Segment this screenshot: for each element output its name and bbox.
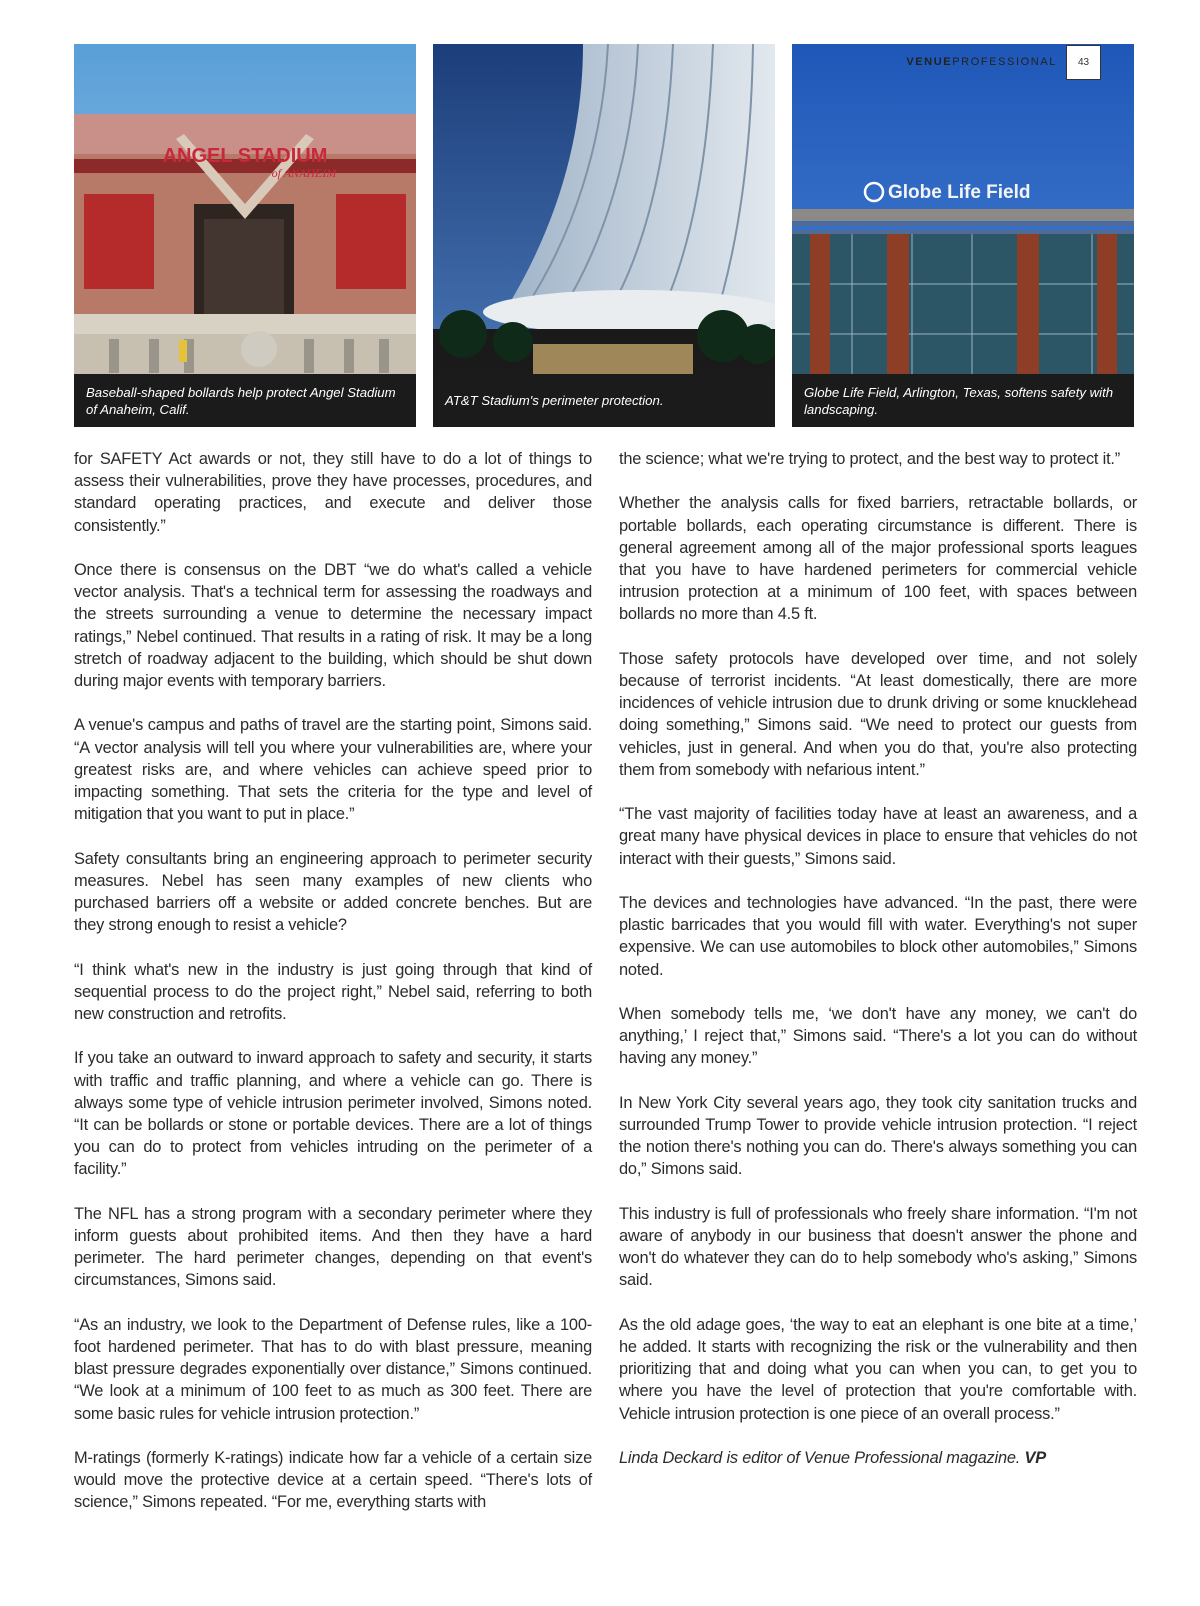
photo-att-stadium xyxy=(433,44,775,427)
paragraph: In New York City several years ago, they took city sanitation trucks and surrounded Trump Tower to provide vehicle intrusion protection. “I reject the notion there's nothing you can do. There's always something you can do,” Simons said. xyxy=(619,1093,1137,1179)
paragraph: The devices and technologies have advanced. “In the past, there were plastic barricades that you would fill with water. Everything's not super expensive. We can use automobiles to block other automobiles,” Simons noted. xyxy=(619,894,1137,979)
globe-life-sign: Globe Life Field xyxy=(888,182,1031,203)
paragraph: the science; what we're trying to protect, and the best way to protect it.” xyxy=(619,450,1121,468)
article-column-right xyxy=(619,448,1137,1491)
paragraph: for SAFETY Act awards or not, they still have to do a lot of things to assess their vulnerabilities, prove they have processes, procedures, and standard operating practices, and execute and deliver those consistently.” xyxy=(74,450,592,535)
page-number: 43 xyxy=(1066,45,1101,80)
paragraph: Those safety protocols have developed over time, and not solely because of terrorist incidents. “At least domestically, there are more incidences of vehicle intrusion due to drunk driving or some knucklehead doing something,” Simons said. “We need to protect our guests from vehicles, just in general. And when you do that, you're also protecting them from somebody with nefarious intent.” xyxy=(619,649,1137,779)
paragraph: “As an industry, we look to the Department of Defense rules, like a 100-foot hardened perimeter. That has to do with blast pressure, meaning blast pressure degrades exponentially over distance,” Simons continued. “We look at a minimum of 100 feet to as much as 300 feet. There are some basic rules for vehicle intrusion protection.” xyxy=(74,1315,592,1423)
publication-name: VENUEPROFESSIONAL xyxy=(906,56,1057,68)
paragraph: “I think what's new in the industry is just going through that kind of sequential process to do the project right,” Nebel said, referring to both new construction and retrofits. xyxy=(74,960,592,1024)
photo-caption: AT&T Stadium's perimeter protection. xyxy=(433,374,775,427)
paragraph: M-ratings (formerly K-ratings) indicate how far a vehicle of a certain size would move the protective device at a certain speed. “There's lots of science,” Simons repeated. “For me, everything starts with xyxy=(74,1449,592,1512)
paragraph: Once there is consensus on the DBT “we do what's called a vehicle vector analysis. That's a technical term for assessing the roadways and the streets surrounding a venue to determine the necessary impact ratings,” Nebel continued. That results in a rating of risk. It may be a long stretch of roadway adjacent to the building, which should be shut down during major events with temporary barriers. xyxy=(74,561,592,691)
paragraph: This industry is full of professionals who freely share information. “I'm not aware of anybody in our business that doesn't answer the phone and won't do whatever they can do to help somebody who's asking,” Simons said. xyxy=(619,1204,1137,1290)
photo-caption: Baseball-shaped bollards help protect Angel Stadium of Anaheim, Calif. xyxy=(74,374,416,427)
paragraph: The NFL has a strong program with a secondary perimeter where they inform guests about prohibited items. And then they have a hard perimeter. The hard perimeter changes, depending on that event's circumstances, Simons said. xyxy=(74,1204,592,1290)
paragraph: A venue's campus and paths of travel are the starting point, Simons said. “A vector analysis will tell you where your vulnerabilities are, where your greatest risks are, and where vehicles can achieve speed prior to impacting something. That sets the criteria for the type and level of mitigation that you want to put in place.” xyxy=(74,716,592,824)
article-column-left xyxy=(74,448,592,1536)
paragraph: “The vast majority of facilities today have at least an awareness, and a great many have physical devices in place to ensure that vehicles do not interact with their guests,” Simons said. xyxy=(619,805,1137,868)
stadium-sign-sub: of ANAHEIM xyxy=(271,166,337,180)
angel-stadium-image xyxy=(74,44,416,427)
paragraph: If you take an outward to inward approach to safety and security, it starts with traffic and traffic planning, and where a vehicle can go. There is always some type of vehicle intrusion perimeter involved, Simons noted. “It can be bollards or stone or portable devices. There are a lot of things you can do to protect from vehicles intruding on the perimeter of a facility.” xyxy=(74,1049,592,1179)
page-header xyxy=(906,44,1101,80)
att-stadium-image xyxy=(433,44,775,427)
paragraph: When somebody tells me, ‘we don't have any money, we can't do anything,’ I reject that,” Simons said. “There's a lot you can do without having any money.” xyxy=(619,1005,1137,1068)
stadium-sign: ANGEL STADIUM xyxy=(162,145,328,167)
author-byline: Linda Deckard is editor of Venue Professional magazine. VP xyxy=(619,1449,1046,1467)
paragraph: Safety consultants bring an engineering approach to perimeter security measures. Nebel has seen many examples of new clients who purchased barriers off a website or added concrete benches. But are they strong enough to resist a vehicle? xyxy=(74,849,592,935)
photo-caption: Globe Life Field, Arlington, Texas, softens safety with landscaping. xyxy=(792,374,1134,427)
paragraph: Whether the analysis calls for fixed barriers, retractable bollards, or portable bollards, each operating circumstance is different. There is general agreement among all of the major professional sports leagues that you have to have hardened perimeters for commercial vehicle intrusion protection at a minimum of 100 feet, with spaces between bollards no more than 4.5 ft. xyxy=(619,494,1137,624)
photo-globe-life-field xyxy=(792,44,1134,427)
globe-life-field-image xyxy=(792,44,1134,427)
paragraph: As the old adage goes, ‘the way to eat an elephant is one bite at a time,’ he added. It starts with recognizing the risk or the vulnerability and then prioritizing that and doing what you can when you can, to get you to where you have the level of protection that you're comfortable with. Vehicle intrusion protection is one piece of an overall process.” xyxy=(619,1315,1137,1423)
vp-end-mark: VP xyxy=(1024,1449,1046,1467)
photo-angel-stadium xyxy=(74,44,416,427)
